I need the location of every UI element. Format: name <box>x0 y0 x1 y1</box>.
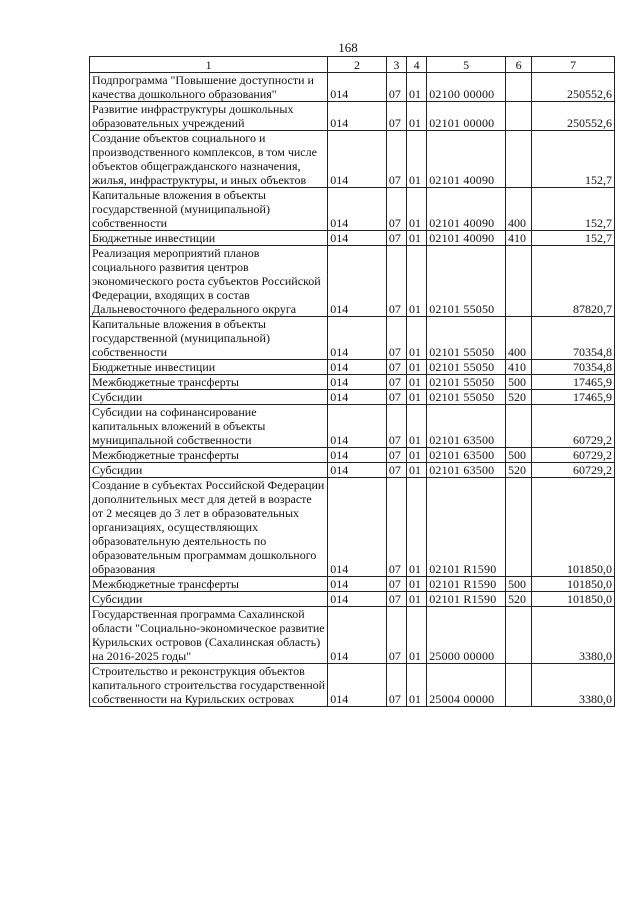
row-ministry-code: 014 <box>328 131 387 188</box>
row-amount: 60729,2 <box>532 448 615 463</box>
row-expense-type: 520 <box>505 390 531 405</box>
row-section-code: 07 <box>386 231 406 246</box>
row-expense-type: 500 <box>505 448 531 463</box>
row-section-code: 07 <box>386 360 406 375</box>
row-section-code: 07 <box>386 73 406 102</box>
row-subsection-code: 01 <box>407 607 427 664</box>
row-subsection-code: 01 <box>407 577 427 592</box>
row-amount: 152,7 <box>532 188 615 231</box>
row-expense-type: 500 <box>505 577 531 592</box>
row-amount: 101850,0 <box>532 478 615 577</box>
row-subsection-code: 01 <box>407 375 427 390</box>
row-amount: 17465,9 <box>532 375 615 390</box>
row-subsection-code: 01 <box>407 131 427 188</box>
row-target-code: 02101 R1590 <box>427 478 506 577</box>
page-number: 168 <box>338 40 358 55</box>
table-row <box>90 607 615 664</box>
table-row <box>90 448 615 463</box>
row-amount: 17465,9 <box>532 390 615 405</box>
row-expense-type <box>505 405 531 448</box>
row-name: Субсидии <box>90 592 328 607</box>
row-expense-type: 520 <box>505 463 531 478</box>
row-name: Создание в субъектах Российской Федерации дополнительных мест для детей в возрасте от 2 месяцев до 3 лет в образовательных организациях, осуществляющих образовательную деятельность по образовательным программам дошкольного образования <box>90 478 328 577</box>
row-expense-type <box>505 73 531 102</box>
row-name: Реализация мероприятий планов социального развития центров экономического роста субъектов Российской Федерации, входящих в состав Дальневосточного федерального округа <box>90 246 328 317</box>
row-expense-type: 500 <box>505 375 531 390</box>
row-expense-type <box>505 131 531 188</box>
column-header: 1 <box>90 57 328 73</box>
column-header: 4 <box>407 57 427 73</box>
row-section-code: 07 <box>386 478 406 577</box>
row-amount: 152,7 <box>532 231 615 246</box>
column-header: 2 <box>328 57 387 73</box>
row-section-code: 07 <box>386 246 406 317</box>
row-amount: 250552,6 <box>532 73 615 102</box>
row-subsection-code: 01 <box>407 73 427 102</box>
row-target-code: 02101 R1590 <box>427 577 506 592</box>
table-row <box>90 390 615 405</box>
row-ministry-code: 014 <box>328 463 387 478</box>
table-row <box>90 131 615 188</box>
table-row <box>90 246 615 317</box>
row-subsection-code: 01 <box>407 463 427 478</box>
row-target-code: 25000 00000 <box>427 607 506 664</box>
row-ministry-code: 014 <box>328 390 387 405</box>
row-expense-type <box>505 478 531 577</box>
row-ministry-code: 014 <box>328 577 387 592</box>
row-ministry-code: 014 <box>328 607 387 664</box>
row-target-code: 02101 40090 <box>427 231 506 246</box>
row-target-code: 02101 40090 <box>427 188 506 231</box>
row-name: Субсидии на софинансирование капитальных вложений в объекты муниципальной собственности <box>90 405 328 448</box>
table-row <box>90 478 615 577</box>
row-section-code: 07 <box>386 131 406 188</box>
row-ministry-code: 014 <box>328 317 387 360</box>
row-amount: 3380,0 <box>532 607 615 664</box>
row-amount: 87820,7 <box>532 246 615 317</box>
row-name: Капитальные вложения в объекты государственной (муниципальной) собственности <box>90 317 328 360</box>
row-section-code: 07 <box>386 188 406 231</box>
row-subsection-code: 01 <box>407 592 427 607</box>
table-row <box>90 188 615 231</box>
column-header: 7 <box>532 57 615 73</box>
row-target-code: 02101 63500 <box>427 448 506 463</box>
row-amount: 250552,6 <box>532 102 615 131</box>
row-subsection-code: 01 <box>407 448 427 463</box>
row-name: Субсидии <box>90 390 328 405</box>
row-amount: 152,7 <box>532 131 615 188</box>
row-ministry-code: 014 <box>328 360 387 375</box>
row-subsection-code: 01 <box>407 360 427 375</box>
row-expense-type: 400 <box>505 317 531 360</box>
table-row <box>90 231 615 246</box>
row-name: Строительство и реконструкция объектов капитального строительства государственной собственности на Курильских островах <box>90 664 328 707</box>
row-section-code: 07 <box>386 102 406 131</box>
row-subsection-code: 01 <box>407 317 427 360</box>
row-target-code: 02101 40090 <box>427 131 506 188</box>
row-expense-type <box>505 246 531 317</box>
row-target-code: 02101 55050 <box>427 317 506 360</box>
table-row <box>90 592 615 607</box>
row-name: Межбюджетные трансферты <box>90 375 328 390</box>
row-name: Межбюджетные трансферты <box>90 577 328 592</box>
row-name: Государственная программа Сахалинской области "Социально-экономическое развитие Курильских островов (Сахалинская область) на 2016-2025 годы" <box>90 607 328 664</box>
table-row <box>90 73 615 102</box>
row-target-code: 02101 00000 <box>427 102 506 131</box>
row-amount: 101850,0 <box>532 592 615 607</box>
row-section-code: 07 <box>386 463 406 478</box>
row-name: Субсидии <box>90 463 328 478</box>
table-row <box>90 375 615 390</box>
row-expense-type: 400 <box>505 188 531 231</box>
row-subsection-code: 01 <box>407 390 427 405</box>
row-subsection-code: 01 <box>407 478 427 577</box>
row-amount: 60729,2 <box>532 405 615 448</box>
row-subsection-code: 01 <box>407 405 427 448</box>
row-name: Развитие инфраструктуры дошкольных образовательных учреждений <box>90 102 328 131</box>
row-target-code: 02101 55050 <box>427 375 506 390</box>
column-header: 5 <box>427 57 506 73</box>
row-section-code: 07 <box>386 448 406 463</box>
row-section-code: 07 <box>386 390 406 405</box>
row-target-code: 02101 55050 <box>427 246 506 317</box>
row-subsection-code: 01 <box>407 246 427 317</box>
row-expense-type: 410 <box>505 360 531 375</box>
row-expense-type: 410 <box>505 231 531 246</box>
row-expense-type <box>505 664 531 707</box>
table-row <box>90 664 615 707</box>
row-target-code: 02101 55050 <box>427 360 506 375</box>
row-target-code: 02101 63500 <box>427 463 506 478</box>
row-name: Подпрограмма "Повышение доступности и качества дошкольного образования" <box>90 73 328 102</box>
row-target-code: 02100 00000 <box>427 73 506 102</box>
row-name: Капитальные вложения в объекты государственной (муниципальной) собственности <box>90 188 328 231</box>
row-target-code: 02101 R1590 <box>427 592 506 607</box>
row-ministry-code: 014 <box>328 478 387 577</box>
row-ministry-code: 014 <box>328 664 387 707</box>
row-ministry-code: 014 <box>328 592 387 607</box>
row-section-code: 07 <box>386 375 406 390</box>
row-section-code: 07 <box>386 664 406 707</box>
table-row <box>90 360 615 375</box>
table-row <box>90 405 615 448</box>
column-header: 6 <box>505 57 531 73</box>
column-header: 3 <box>386 57 406 73</box>
table-row <box>90 577 615 592</box>
row-section-code: 07 <box>386 577 406 592</box>
row-expense-type: 520 <box>505 592 531 607</box>
row-section-code: 07 <box>386 592 406 607</box>
table-header-row <box>90 57 615 73</box>
row-subsection-code: 01 <box>407 664 427 707</box>
row-amount: 70354,8 <box>532 360 615 375</box>
row-amount: 60729,2 <box>532 463 615 478</box>
row-subsection-code: 01 <box>407 231 427 246</box>
row-subsection-code: 01 <box>407 102 427 131</box>
row-target-code: 25004 00000 <box>427 664 506 707</box>
row-ministry-code: 014 <box>328 405 387 448</box>
row-subsection-code: 01 <box>407 188 427 231</box>
row-amount: 3380,0 <box>532 664 615 707</box>
row-ministry-code: 014 <box>328 231 387 246</box>
row-section-code: 07 <box>386 607 406 664</box>
row-target-code: 02101 55050 <box>427 390 506 405</box>
budget-table <box>89 56 615 707</box>
row-name: Межбюджетные трансферты <box>90 448 328 463</box>
row-section-code: 07 <box>386 405 406 448</box>
row-name: Бюджетные инвестиции <box>90 360 328 375</box>
row-ministry-code: 014 <box>328 375 387 390</box>
row-ministry-code: 014 <box>328 448 387 463</box>
row-ministry-code: 014 <box>328 246 387 317</box>
row-ministry-code: 014 <box>328 188 387 231</box>
table-row <box>90 102 615 131</box>
table-row <box>90 463 615 478</box>
row-name: Создание объектов социального и производственного комплексов, в том числе объектов общегражданского назначения, жилья, инфраструктуры, и иных объектов <box>90 131 328 188</box>
row-ministry-code: 014 <box>328 102 387 131</box>
table-row <box>90 317 615 360</box>
row-ministry-code: 014 <box>328 73 387 102</box>
row-name: Бюджетные инвестиции <box>90 231 328 246</box>
row-amount: 101850,0 <box>532 577 615 592</box>
row-amount: 70354,8 <box>532 317 615 360</box>
row-expense-type <box>505 607 531 664</box>
row-section-code: 07 <box>386 317 406 360</box>
row-expense-type <box>505 102 531 131</box>
row-target-code: 02101 63500 <box>427 405 506 448</box>
